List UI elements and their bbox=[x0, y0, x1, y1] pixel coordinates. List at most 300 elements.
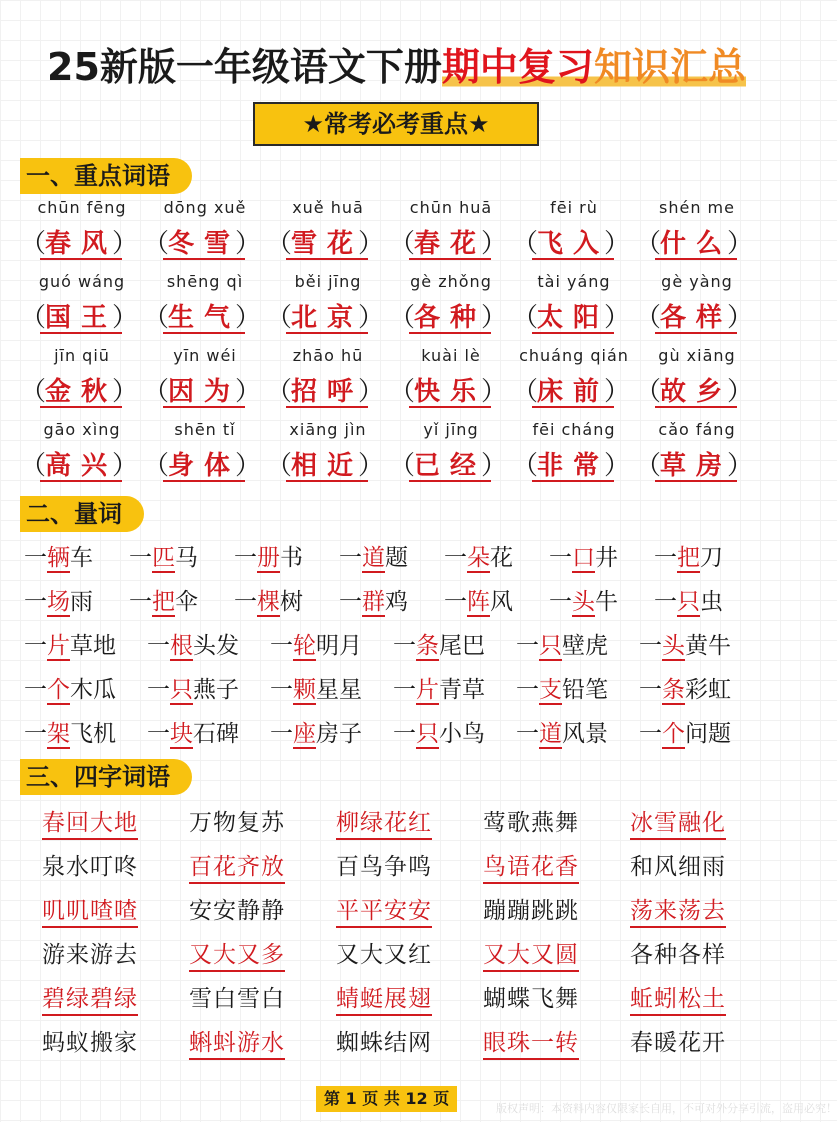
word-box bbox=[512, 372, 636, 412]
underline bbox=[532, 332, 614, 334]
numeral: 一 bbox=[393, 677, 416, 703]
underline bbox=[655, 406, 737, 408]
classifier: 道 bbox=[362, 545, 385, 571]
idiom-text: 百鸟争鸣 bbox=[336, 854, 432, 880]
vocab-word: 非常 bbox=[536, 451, 609, 481]
vocab-word: 草房 bbox=[659, 451, 732, 481]
numeral: 一 bbox=[393, 721, 416, 747]
noun: 车 bbox=[70, 545, 93, 571]
measure-row bbox=[24, 538, 774, 578]
word-box bbox=[389, 298, 513, 338]
word-box bbox=[512, 446, 636, 486]
underline bbox=[409, 332, 491, 334]
measure-item bbox=[147, 626, 239, 666]
paren-right: ） bbox=[726, 377, 753, 407]
vocab-word: 相近 bbox=[290, 451, 363, 481]
paren-left: （ bbox=[389, 229, 416, 259]
vocab-item bbox=[635, 420, 759, 494]
idiom-item bbox=[483, 1023, 579, 1063]
measure-item bbox=[129, 582, 198, 622]
noun: 铅笔 bbox=[562, 677, 608, 703]
measure-item bbox=[639, 626, 731, 666]
word-box bbox=[389, 372, 513, 412]
measure-item bbox=[654, 582, 723, 622]
classifier: 轮 bbox=[293, 633, 316, 659]
vocab-word: 太阳 bbox=[536, 303, 609, 333]
pinyin: kuài lè bbox=[421, 346, 481, 365]
idiom-text: 眼珠一转 bbox=[483, 1030, 579, 1060]
classifier: 场 bbox=[47, 589, 70, 615]
paren-left: （ bbox=[143, 377, 170, 407]
pinyin: dōng xuě bbox=[163, 198, 247, 217]
paren-right: ） bbox=[357, 377, 384, 407]
idiom-item bbox=[483, 891, 579, 931]
word-box bbox=[143, 372, 267, 412]
idiom-text: 荡来荡去 bbox=[630, 898, 726, 928]
idiom-item bbox=[483, 803, 579, 843]
vocab-item bbox=[143, 198, 267, 272]
vocab-item bbox=[20, 420, 144, 494]
numeral: 一 bbox=[654, 545, 677, 571]
paren-left: （ bbox=[635, 229, 662, 259]
underline bbox=[286, 480, 368, 482]
idiom-text: 又大又圆 bbox=[483, 942, 579, 972]
numeral: 一 bbox=[639, 633, 662, 659]
vocab-item bbox=[20, 272, 144, 346]
numeral: 一 bbox=[444, 589, 467, 615]
idiom-text: 雪白雪白 bbox=[189, 986, 285, 1012]
word-box bbox=[635, 372, 759, 412]
word-box bbox=[635, 298, 759, 338]
paren-right: ） bbox=[480, 451, 507, 481]
paren-right: ） bbox=[357, 303, 384, 333]
vocab-item bbox=[143, 272, 267, 346]
classifier: 群 bbox=[362, 589, 385, 615]
numeral: 一 bbox=[444, 545, 467, 571]
idiom-text: 各种各样 bbox=[630, 942, 726, 968]
measure-item bbox=[444, 582, 513, 622]
paren-left: （ bbox=[266, 451, 293, 481]
noun: 树 bbox=[280, 589, 303, 615]
idiom-row bbox=[42, 847, 762, 887]
word-box bbox=[512, 224, 636, 264]
numeral: 一 bbox=[147, 721, 170, 747]
idiom-text: 莺歌燕舞 bbox=[483, 810, 579, 836]
idiom-item bbox=[336, 803, 432, 843]
idiom-item bbox=[483, 935, 579, 975]
paren-right: ） bbox=[603, 229, 630, 259]
noun: 风景 bbox=[562, 721, 608, 747]
paren-right: ） bbox=[357, 229, 384, 259]
idiom-item bbox=[189, 803, 285, 843]
underline bbox=[532, 406, 614, 408]
noun: 青草 bbox=[439, 677, 485, 703]
idiom-item bbox=[189, 891, 285, 931]
paren-left: （ bbox=[20, 377, 47, 407]
pinyin: xuě huā bbox=[292, 198, 364, 217]
word-box bbox=[20, 446, 144, 486]
vocab-item bbox=[389, 420, 513, 494]
classifier: 片 bbox=[416, 677, 439, 703]
vocab-word: 春风 bbox=[44, 229, 117, 259]
classifier: 只 bbox=[170, 677, 193, 703]
noun: 书 bbox=[280, 545, 303, 571]
section-3-heading: 三、四字词语 bbox=[20, 759, 192, 795]
measure-item bbox=[339, 538, 408, 578]
classifier: 片 bbox=[47, 633, 70, 659]
pinyin: chuáng qián bbox=[519, 346, 629, 365]
vocab-item bbox=[512, 346, 636, 420]
pinyin: yǐ jīng bbox=[423, 420, 479, 439]
numeral: 一 bbox=[549, 545, 572, 571]
noun: 明月 bbox=[316, 633, 362, 659]
classifier: 条 bbox=[416, 633, 439, 659]
classifier: 把 bbox=[152, 589, 175, 615]
numeral: 一 bbox=[147, 677, 170, 703]
idiom-text: 冰雪融化 bbox=[630, 810, 726, 840]
idiom-text: 和风细雨 bbox=[630, 854, 726, 880]
measure-item bbox=[444, 538, 513, 578]
paren-left: （ bbox=[512, 303, 539, 333]
measure-item bbox=[639, 670, 731, 710]
noun: 飞机 bbox=[70, 721, 116, 747]
idiom-item bbox=[189, 979, 285, 1019]
idiom-item bbox=[336, 1023, 432, 1063]
section-1-heading: 一、重点词语 bbox=[20, 158, 192, 194]
pinyin: jīn qiū bbox=[54, 346, 110, 365]
pinyin: fēi cháng bbox=[532, 420, 616, 439]
underline bbox=[40, 406, 122, 408]
vocab-item bbox=[266, 346, 390, 420]
vocab-item bbox=[266, 420, 390, 494]
numeral: 一 bbox=[24, 545, 47, 571]
noun: 星星 bbox=[316, 677, 362, 703]
measure-item bbox=[234, 582, 303, 622]
noun: 房子 bbox=[316, 721, 362, 747]
idiom-text: 百花齐放 bbox=[189, 854, 285, 884]
paren-left: （ bbox=[635, 377, 662, 407]
idiom-text: 平平安安 bbox=[336, 898, 432, 928]
noun: 燕子 bbox=[193, 677, 239, 703]
noun: 马 bbox=[175, 545, 198, 571]
measure-item bbox=[393, 670, 485, 710]
idiom-text: 又大又红 bbox=[336, 942, 432, 968]
paren-left: （ bbox=[143, 451, 170, 481]
vocab-word: 金秋 bbox=[44, 377, 117, 407]
numeral: 一 bbox=[639, 677, 662, 703]
measure-item bbox=[516, 714, 608, 754]
numeral: 一 bbox=[516, 633, 539, 659]
vocab-item bbox=[143, 420, 267, 494]
pinyin: tài yáng bbox=[537, 272, 611, 291]
vocab-word: 快乐 bbox=[413, 377, 486, 407]
idiom-text: 蜘蛛结网 bbox=[336, 1030, 432, 1056]
measure-item bbox=[393, 714, 485, 754]
paren-right: ） bbox=[480, 303, 507, 333]
vocab-word: 雪花 bbox=[290, 229, 363, 259]
pinyin: yīn wéi bbox=[173, 346, 237, 365]
paren-left: （ bbox=[266, 377, 293, 407]
numeral: 一 bbox=[270, 677, 293, 703]
numeral: 一 bbox=[24, 589, 47, 615]
idiom-item bbox=[630, 891, 726, 931]
numeral: 一 bbox=[516, 721, 539, 747]
vocab-word: 招呼 bbox=[290, 377, 363, 407]
noun: 牛 bbox=[595, 589, 618, 615]
vocab-item bbox=[512, 420, 636, 494]
numeral: 一 bbox=[339, 545, 362, 571]
idiom-item bbox=[483, 979, 579, 1019]
vocab-word: 各种 bbox=[413, 303, 486, 333]
numeral: 一 bbox=[234, 545, 257, 571]
classifier: 架 bbox=[47, 721, 70, 747]
classifier: 棵 bbox=[257, 589, 280, 615]
paren-right: ） bbox=[726, 229, 753, 259]
idiom-text: 碧绿碧绿 bbox=[42, 986, 138, 1016]
numeral: 一 bbox=[24, 721, 47, 747]
idiom-item bbox=[630, 979, 726, 1019]
classifier: 辆 bbox=[47, 545, 70, 571]
word-box bbox=[20, 298, 144, 338]
paren-left: （ bbox=[20, 303, 47, 333]
measure-row bbox=[24, 626, 774, 666]
idiom-text: 柳绿花红 bbox=[336, 810, 432, 840]
idiom-row bbox=[42, 891, 762, 931]
numeral: 一 bbox=[639, 721, 662, 747]
measure-item bbox=[339, 582, 408, 622]
subtitle-banner: ★常考必考重点★ bbox=[253, 102, 539, 146]
underline bbox=[40, 332, 122, 334]
measure-item bbox=[147, 714, 239, 754]
page-counter: 第 1 页 共 12 页 bbox=[316, 1086, 457, 1112]
underline bbox=[655, 480, 737, 482]
idiom-item bbox=[630, 935, 726, 975]
idiom-text: 叽叽喳喳 bbox=[42, 898, 138, 928]
pinyin: fēi rù bbox=[550, 198, 598, 217]
idiom-item bbox=[630, 803, 726, 843]
underline bbox=[409, 480, 491, 482]
classifier: 头 bbox=[572, 589, 595, 615]
idiom-text: 春回大地 bbox=[42, 810, 138, 840]
idiom-item bbox=[42, 803, 138, 843]
word-box bbox=[389, 224, 513, 264]
vocab-row bbox=[20, 198, 780, 272]
measure-item bbox=[639, 714, 731, 754]
idiom-item bbox=[336, 979, 432, 1019]
pinyin: xiāng jìn bbox=[289, 420, 367, 439]
numeral: 一 bbox=[393, 633, 416, 659]
page-title bbox=[0, 36, 793, 91]
paren-right: ） bbox=[111, 451, 138, 481]
classifier: 只 bbox=[539, 633, 562, 659]
measure-item bbox=[270, 670, 362, 710]
idiom-item bbox=[42, 1023, 138, 1063]
pinyin: chūn fēng bbox=[37, 198, 127, 217]
paren-left: （ bbox=[635, 451, 662, 481]
measure-row bbox=[24, 670, 774, 710]
underline bbox=[532, 258, 614, 260]
vocab-item bbox=[635, 272, 759, 346]
measure-item bbox=[270, 626, 362, 666]
paren-right: ） bbox=[111, 229, 138, 259]
numeral: 一 bbox=[24, 677, 47, 703]
noun: 草地 bbox=[70, 633, 116, 659]
idiom-text: 蹦蹦跳跳 bbox=[483, 898, 579, 924]
paren-left: （ bbox=[512, 451, 539, 481]
vocab-word: 各样 bbox=[659, 303, 732, 333]
word-box bbox=[143, 298, 267, 338]
measure-item bbox=[516, 670, 608, 710]
paren-right: ） bbox=[480, 377, 507, 407]
underline bbox=[40, 258, 122, 260]
classifier: 只 bbox=[416, 721, 439, 747]
paren-left: （ bbox=[266, 303, 293, 333]
measure-item bbox=[516, 626, 608, 666]
numeral: 一 bbox=[129, 545, 152, 571]
noun: 伞 bbox=[175, 589, 198, 615]
idiom-text: 蚯蚓松土 bbox=[630, 986, 726, 1016]
noun: 彩虹 bbox=[685, 677, 731, 703]
idiom-row bbox=[42, 979, 762, 1019]
idiom-item bbox=[189, 847, 285, 887]
idiom-text: 泉水叮咚 bbox=[42, 854, 138, 880]
paren-right: ） bbox=[480, 229, 507, 259]
vocab-word: 北京 bbox=[290, 303, 363, 333]
vocab-word: 床前 bbox=[536, 377, 609, 407]
vocab-word: 飞入 bbox=[536, 229, 609, 259]
classifier: 朵 bbox=[467, 545, 490, 571]
noun: 鸡 bbox=[385, 589, 408, 615]
paren-left: （ bbox=[389, 303, 416, 333]
classifier: 匹 bbox=[152, 545, 175, 571]
vocab-item bbox=[20, 198, 144, 272]
underline bbox=[40, 480, 122, 482]
paren-right: ） bbox=[603, 451, 630, 481]
measure-row bbox=[24, 714, 774, 754]
word-box bbox=[512, 298, 636, 338]
pinyin: chūn huā bbox=[409, 198, 493, 217]
idiom-item bbox=[189, 1023, 285, 1063]
idiom-row bbox=[42, 1023, 762, 1063]
word-box bbox=[143, 224, 267, 264]
word-box bbox=[20, 224, 144, 264]
vocab-item bbox=[512, 198, 636, 272]
vocab-word: 故乡 bbox=[659, 377, 732, 407]
underline bbox=[163, 332, 245, 334]
classifier: 条 bbox=[662, 677, 685, 703]
numeral: 一 bbox=[549, 589, 572, 615]
pinyin: shēn tǐ bbox=[174, 420, 236, 439]
paren-right: ） bbox=[234, 451, 261, 481]
underline bbox=[163, 406, 245, 408]
classifier: 个 bbox=[47, 677, 70, 703]
paren-right: ） bbox=[357, 451, 384, 481]
paren-right: ） bbox=[603, 303, 630, 333]
noun: 花 bbox=[490, 545, 513, 571]
word-box bbox=[266, 298, 390, 338]
paren-right: ） bbox=[603, 377, 630, 407]
pinyin: shén me bbox=[659, 198, 735, 217]
measure-item bbox=[24, 582, 93, 622]
vocab-item bbox=[143, 346, 267, 420]
paren-right: ） bbox=[726, 303, 753, 333]
underline bbox=[532, 480, 614, 482]
underline bbox=[286, 258, 368, 260]
word-box bbox=[635, 224, 759, 264]
vocab-item bbox=[389, 272, 513, 346]
idiom-text: 蚂蚁搬家 bbox=[42, 1030, 138, 1056]
paren-left: （ bbox=[143, 229, 170, 259]
idiom-text: 蜻蜓展翅 bbox=[336, 986, 432, 1016]
underline bbox=[409, 406, 491, 408]
noun: 石碑 bbox=[193, 721, 239, 747]
pinyin: gè zhǒng bbox=[410, 272, 492, 291]
classifier: 道 bbox=[539, 721, 562, 747]
paren-right: ） bbox=[111, 303, 138, 333]
measure-row bbox=[24, 582, 774, 622]
paren-right: ） bbox=[111, 377, 138, 407]
underline bbox=[655, 332, 737, 334]
underline bbox=[286, 406, 368, 408]
paren-left: （ bbox=[20, 451, 47, 481]
paren-left: （ bbox=[266, 229, 293, 259]
section-2-heading: 二、量词 bbox=[20, 496, 144, 532]
classifier: 块 bbox=[170, 721, 193, 747]
classifier: 座 bbox=[293, 721, 316, 747]
vocab-word: 什么 bbox=[659, 229, 732, 259]
underline bbox=[163, 480, 245, 482]
underline bbox=[163, 258, 245, 260]
noun: 小鸟 bbox=[439, 721, 485, 747]
noun: 井 bbox=[595, 545, 618, 571]
pinyin: zhāo hū bbox=[292, 346, 364, 365]
pinyin: běi jīng bbox=[294, 272, 362, 291]
idiom-text: 鸟语花香 bbox=[483, 854, 579, 884]
classifier: 个 bbox=[662, 721, 685, 747]
vocab-word: 身体 bbox=[167, 451, 240, 481]
vocab-item bbox=[389, 346, 513, 420]
measure-item bbox=[24, 626, 116, 666]
noun: 风 bbox=[490, 589, 513, 615]
pinyin: gù xiāng bbox=[658, 346, 736, 365]
pinyin: gāo xìng bbox=[43, 420, 121, 439]
numeral: 一 bbox=[270, 633, 293, 659]
noun: 刀 bbox=[700, 545, 723, 571]
vocab-word: 国王 bbox=[44, 303, 117, 333]
vocab-row bbox=[20, 420, 780, 494]
idiom-text: 又大又多 bbox=[189, 942, 285, 972]
noun: 头发 bbox=[193, 633, 239, 659]
vocab-word: 高兴 bbox=[44, 451, 117, 481]
numeral: 一 bbox=[147, 633, 170, 659]
vocab-item bbox=[635, 198, 759, 272]
noun: 问题 bbox=[685, 721, 731, 747]
numeral: 一 bbox=[516, 677, 539, 703]
paren-right: ） bbox=[726, 451, 753, 481]
copyright-notice: 版权声明：本资料内容仅限家长自用，不可对外分享引流，盗用必究！ bbox=[496, 1102, 837, 1115]
vocab-item bbox=[389, 198, 513, 272]
paren-right: ） bbox=[234, 229, 261, 259]
measure-item bbox=[147, 670, 239, 710]
classifier: 根 bbox=[170, 633, 193, 659]
idiom-item bbox=[42, 891, 138, 931]
measure-item bbox=[654, 538, 723, 578]
paren-left: （ bbox=[389, 451, 416, 481]
classifier: 只 bbox=[677, 589, 700, 615]
pinyin: guó wáng bbox=[38, 272, 126, 291]
underline bbox=[409, 258, 491, 260]
idiom-item bbox=[189, 935, 285, 975]
